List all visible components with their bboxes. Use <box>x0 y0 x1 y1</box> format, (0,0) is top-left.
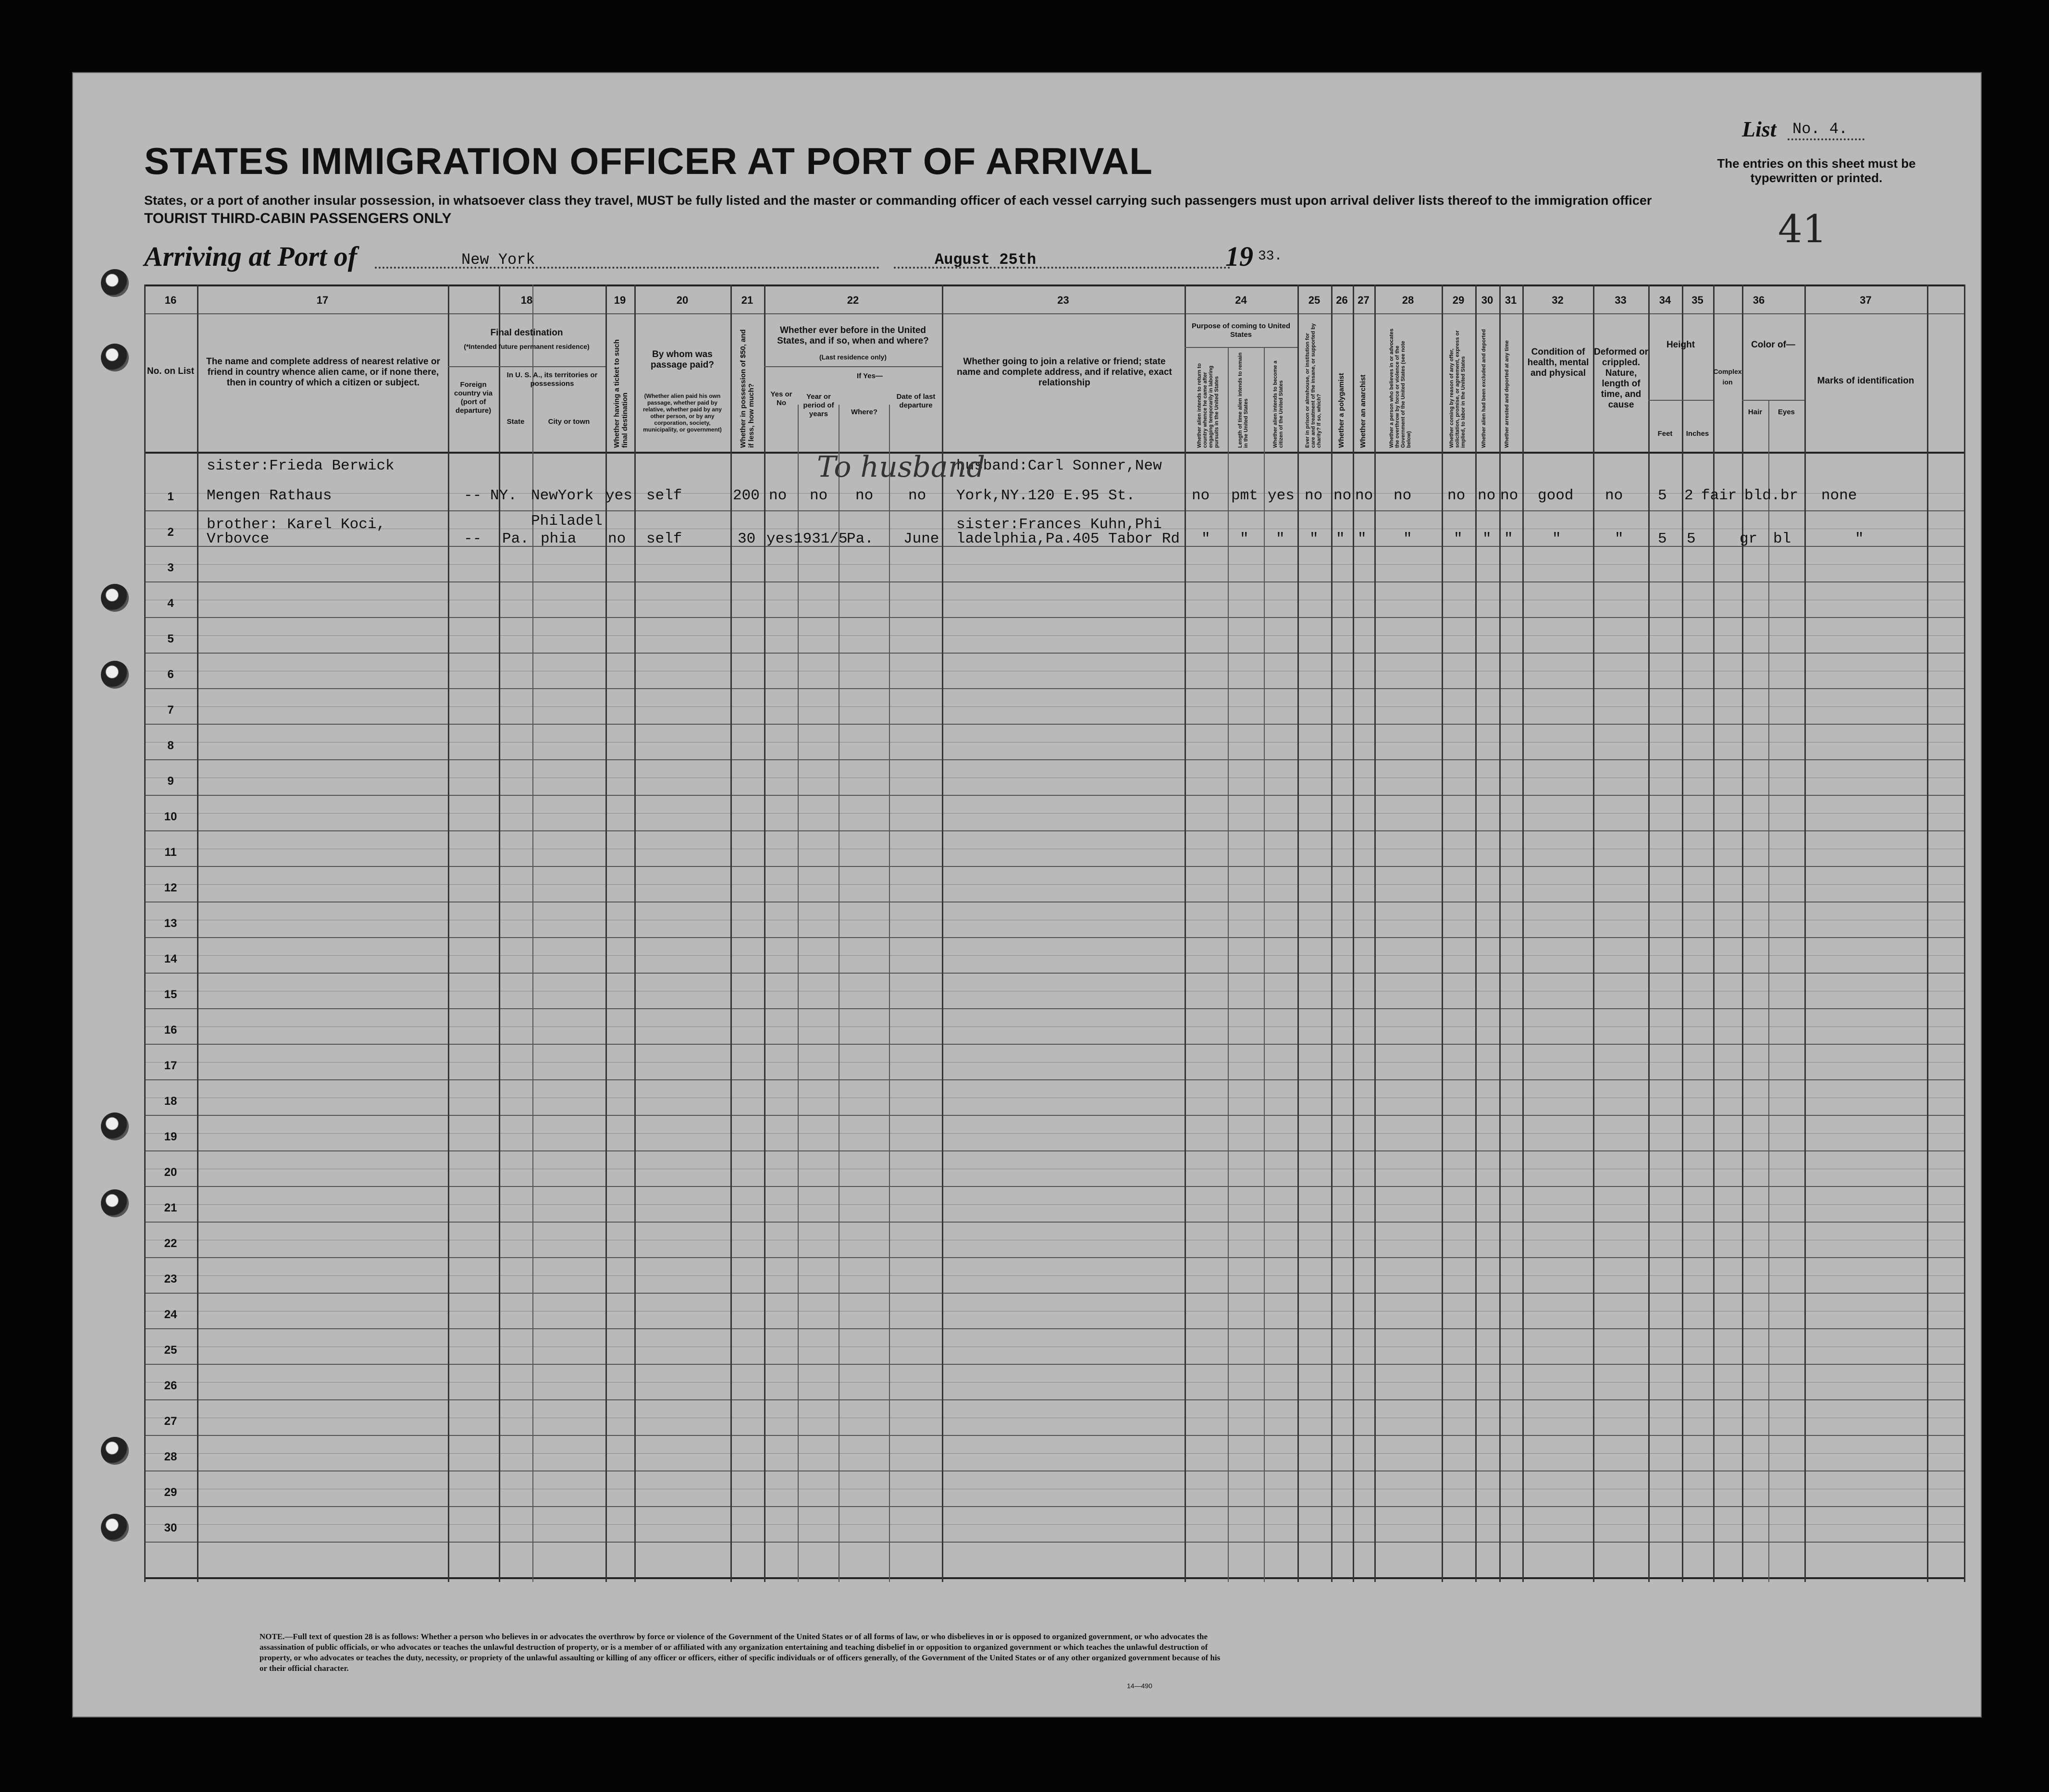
row-number: 6 <box>167 668 174 681</box>
list-underline <box>1788 138 1864 140</box>
row1-foreign: -- <box>464 487 482 504</box>
row-number: 22 <box>164 1237 177 1250</box>
row2-deported: " <box>1504 531 1513 547</box>
row-rule <box>144 1506 1965 1507</box>
col-rule <box>1768 400 1769 1582</box>
col-rule <box>1442 284 1443 1582</box>
row-rule <box>144 724 1965 725</box>
row2-prison: " <box>1309 531 1319 547</box>
column-number: 18 <box>520 294 533 306</box>
col-rule <box>605 284 607 1582</box>
col-rule <box>1648 284 1650 1582</box>
row-midline <box>144 635 1965 636</box>
row-number: 18 <box>164 1095 177 1108</box>
row-midline <box>144 564 1965 565</box>
column-number: 25 <box>1308 294 1321 306</box>
col-rule <box>532 284 533 1582</box>
row-number: 21 <box>164 1201 177 1214</box>
header-marks: Marks of identification <box>1817 376 1914 386</box>
colnum-rule <box>144 313 1965 314</box>
column-number: 30 <box>1481 294 1494 306</box>
column-number: 26 <box>1336 294 1348 306</box>
row2-marks: " <box>1855 531 1864 547</box>
row1-purpose-a: no <box>1192 487 1210 504</box>
row1-health: good <box>1538 487 1574 504</box>
header-polygamist: Whether a polygamist <box>1337 373 1345 448</box>
row-rule <box>144 795 1965 796</box>
row-rule <box>144 973 1965 974</box>
row-rule <box>144 1328 1965 1329</box>
row-rule <box>144 1293 1965 1294</box>
punch-hole-icon <box>101 1189 129 1217</box>
row-number: 20 <box>164 1166 177 1179</box>
page-title: STATES IMMIGRATION OFFICER AT PORT OF ARRIVAL <box>144 140 1153 182</box>
row-number: 24 <box>164 1308 177 1321</box>
row2-purpose-b: " <box>1240 531 1249 547</box>
row-midline <box>144 813 1965 814</box>
header-year-period: Year or period of years <box>803 393 834 418</box>
row-number: 28 <box>164 1450 177 1463</box>
row-rule <box>144 1079 1965 1080</box>
list-number: No. 4. <box>1792 120 1848 138</box>
header-bottom-rule <box>144 452 1965 454</box>
row1-handwritten-note: To husband <box>817 450 985 484</box>
row2-inches: 5 <box>1687 531 1696 547</box>
row1-ticket: yes <box>605 487 632 504</box>
header-purpose-b: Length of time alien intends to remain in the United States <box>1237 352 1249 448</box>
col-rule <box>730 284 732 1582</box>
row2-ticket: no <box>608 531 626 547</box>
header-eyes: Eyes <box>1777 408 1795 416</box>
row-rule <box>144 1222 1965 1223</box>
row2-foreign: -- <box>464 531 482 547</box>
year-suffix: 33. <box>1258 249 1283 264</box>
col-rule <box>1713 284 1715 1582</box>
header-excluded: Whether alien had been excluded and deported <box>1481 329 1487 448</box>
row-midline <box>144 1062 1965 1063</box>
instructions-line: States, or a port of another insular possession, in whatsoever class they travel, MUST be fully listed and the master or commanding officer of each vessel carrying such passengers must upon arrival deliver lists thereof to the immigration officer <box>144 193 1652 208</box>
row1-deported: no <box>1500 487 1518 504</box>
punch-hole-icon <box>101 1514 129 1542</box>
header-final-destination: Final destination <box>490 328 563 338</box>
row1-paid: self <box>646 487 682 504</box>
row-number: 14 <box>164 952 177 965</box>
row1-excluded: no <box>1478 487 1496 504</box>
manifest-table <box>144 284 1965 1582</box>
row-rule <box>144 1115 1965 1116</box>
port-underline <box>375 267 879 269</box>
header-where: Where? <box>851 408 877 416</box>
header-state: State <box>506 418 525 426</box>
column-number: 22 <box>847 294 859 306</box>
punch-hole-icon <box>101 1112 129 1140</box>
col-rule <box>1682 284 1683 1582</box>
header-ticket: Whether having a ticket to such final destination <box>613 339 629 448</box>
column-number: 27 <box>1358 294 1370 306</box>
row-number: 29 <box>164 1486 177 1499</box>
header-feet: Feet <box>1657 430 1673 438</box>
row1-purpose-c: yes <box>1268 487 1295 504</box>
col-rule <box>1742 284 1743 1582</box>
header-deported: Whether arrested and deported at any time <box>1504 340 1510 448</box>
row-rule <box>144 1399 1965 1400</box>
col-rule <box>634 284 636 1582</box>
col-rule <box>1927 284 1928 1582</box>
subheader-rule <box>1185 347 1297 348</box>
table-top-rule <box>144 284 1965 286</box>
row-number: 10 <box>164 810 177 823</box>
row-number: 13 <box>164 917 177 930</box>
column-number: 32 <box>1552 294 1564 306</box>
row-rule <box>144 688 1965 689</box>
column-number: 35 <box>1691 294 1703 306</box>
row2-feet: 5 <box>1658 531 1667 547</box>
header-overthrow: Whether a person who believes in or advocates the overthrow by force or violence of the Government of the United States (see note below) <box>1389 328 1412 448</box>
col-rule <box>1353 284 1354 1582</box>
column-number: 33 <box>1615 294 1627 306</box>
row1-overthrow: no <box>1394 487 1412 504</box>
row-number: 19 <box>164 1130 177 1143</box>
row-number: 23 <box>164 1273 177 1285</box>
row2-eyes: bl <box>1773 531 1791 547</box>
row-number: 2 <box>167 526 174 539</box>
col-rule <box>798 405 799 1582</box>
col-rule <box>1804 284 1806 1582</box>
col-rule <box>1331 284 1333 1582</box>
header-inches: Inches <box>1686 430 1709 438</box>
header-city: City or town <box>548 418 590 426</box>
row-midline <box>144 884 1965 885</box>
arriving-label: Arriving at Port of <box>144 241 358 272</box>
question-28-note: NOTE.—Full text of question 28 is as follows: Whether a person who believes in or advocates the overthrow by force or violence of the Government of the United States or of all forms of law, or who disbelieves in or is opposed to organized government, or who advocates the assassination of public officials, or who advocates or teaches the unlawful destruction of property, or is a member of or affiliated with any organization entertaining and teaching disbelief in or opposition to organized government or which teaches the unlawful destruction of property, or who advocates or teaches the duty, necessity, or propriety of the unlawful assaulting or killing of any officer or officers, either of specific individuals or of officers generally, of the Government of the United States or of any other organized government because of his or their official character. <box>259 1632 1221 1673</box>
column-number: 31 <box>1505 294 1517 306</box>
column-number: 17 <box>316 294 329 306</box>
row-rule <box>144 759 1965 760</box>
header-passage-note: (Whether alien paid his own passage, whether paid by relative, whether paid by any other person, or by any corporation, society, municipality, or government) <box>642 393 722 433</box>
col-rule <box>889 405 890 1582</box>
header-relative-abroad: The name and complete address of nearest relative or friend in country whence alien came, or if none there, then in country of which a citizen or subject. <box>206 357 440 388</box>
header-no-on-list: No. on List <box>147 366 195 376</box>
row-number: 27 <box>164 1415 177 1428</box>
row1-departure: no <box>908 487 926 504</box>
header-date-departure: Date of last departure <box>896 393 936 409</box>
row-number: 3 <box>167 561 174 574</box>
row1-feet: 5 <box>1658 487 1667 504</box>
row2-purpose-a: " <box>1201 531 1210 547</box>
row2-health: " <box>1552 531 1561 547</box>
header-hair: Hair <box>1748 408 1763 416</box>
row1-where: no <box>855 487 874 504</box>
row-rule <box>144 866 1965 867</box>
row2-joining-name: sister:Frances Kuhn,Phi <box>956 516 1162 533</box>
row-midline <box>144 1133 1965 1134</box>
row-rule <box>144 653 1965 654</box>
col-rule <box>1522 284 1524 1582</box>
header-last-residence: (Last residence only) <box>819 353 887 361</box>
row2-polygamist: " <box>1336 531 1345 547</box>
row-rule <box>144 1044 1965 1045</box>
row-rule <box>144 1435 1965 1436</box>
header-final-destination-note: (*Intended future permanent residence) <box>464 343 590 350</box>
header-money: Whether in possession of $50, and if less, how much? <box>739 329 755 448</box>
row1-eyes: br <box>1780 487 1799 504</box>
subheader-rule <box>1742 400 1804 401</box>
header-purpose-c: Whether alien intends to become a citizen of the United States <box>1272 360 1284 448</box>
row2-purpose-c: " <box>1276 531 1285 547</box>
row-midline <box>144 1204 1965 1205</box>
list-label: List <box>1742 117 1777 141</box>
row2-where: Pa. <box>847 531 874 547</box>
header-prison: Ever in prison or almshouse, or institution for care and treatment of the insane, or supported by charity? If so, which? <box>1305 323 1322 448</box>
header-anarchist: Whether an anarchist <box>1359 374 1367 448</box>
handwritten-sheet-number: 41 <box>1778 207 1827 251</box>
subheader-rule <box>1648 400 1713 401</box>
col-rule <box>1593 284 1594 1582</box>
form-number: 14—490 <box>1127 1682 1152 1690</box>
header-passage-paid: By whom was passage paid? <box>651 349 714 370</box>
column-number: 21 <box>741 294 753 306</box>
row1-anarchist: no <box>1355 487 1373 504</box>
row2-state: Pa. <box>502 531 529 547</box>
row1-city: NewYork <box>531 487 594 504</box>
col-rule <box>1374 284 1376 1582</box>
row1-relative-address: Mengen Rathaus <box>207 487 332 504</box>
subheader-rule <box>764 366 942 367</box>
column-number: 37 <box>1860 294 1872 306</box>
row1-prison: no <box>1305 487 1323 504</box>
row-rule <box>144 1364 1965 1365</box>
row1-joining-address: York,NY.120 E.95 St. <box>956 487 1136 504</box>
punch-hole-icon <box>101 661 129 689</box>
row2-money: 30 <box>738 531 756 547</box>
row-number: 25 <box>164 1344 177 1357</box>
col-rule <box>1264 347 1265 1582</box>
entries-note: The entries on this sheet must be typewritten or printed. <box>1717 156 1916 185</box>
header-yes-no: Yes or No <box>770 390 792 407</box>
col-rule <box>1297 284 1299 1582</box>
row-number: 9 <box>167 775 174 788</box>
row-midline <box>144 1524 1965 1525</box>
row1-state: NY. <box>490 487 517 504</box>
row2-relative-address: Vrbovce <box>207 531 270 547</box>
punch-hole-icon <box>101 344 129 371</box>
row-number: 11 <box>164 846 177 859</box>
header-purpose: Purpose of coming to United States <box>1192 322 1290 339</box>
col-rule <box>197 284 198 1582</box>
passenger-class-line: TOURIST THIRD-CABIN PASSENGERS ONLY <box>144 210 452 226</box>
table-bottom-rule <box>144 1577 1965 1579</box>
row1-deformed: no <box>1605 487 1623 504</box>
row2-relative-name: brother: Karel Koci, <box>207 516 386 533</box>
subheader-rule <box>448 366 605 367</box>
row2-deformed: " <box>1615 531 1624 547</box>
row-number: 17 <box>164 1059 177 1072</box>
row2-overthrow: " <box>1403 531 1412 547</box>
row1-before: no <box>769 487 787 504</box>
row-rule <box>144 1542 1965 1543</box>
row-rule <box>144 830 1965 831</box>
header-purpose-a: Whether alien intends to return to country whence he came after engaging temporarily in laboring pursuits in the United States <box>1197 363 1220 448</box>
row-midline <box>144 1275 1965 1276</box>
row2-city-part1: Philadel <box>531 513 603 530</box>
row-midline <box>144 1382 1965 1383</box>
row-number: 30 <box>164 1521 177 1534</box>
row1-marks: none <box>1821 487 1857 504</box>
row2-before: yes <box>766 531 793 547</box>
punch-hole-icon <box>101 269 129 297</box>
row-midline <box>144 1453 1965 1454</box>
row-midline <box>144 706 1965 707</box>
row-rule <box>144 1186 1965 1187</box>
col-rule <box>1964 284 1965 1582</box>
row2-joining-address: ladelphia,Pa.405 Tabor Rd <box>956 531 1180 547</box>
row-number: 15 <box>164 988 177 1001</box>
year-prefix: 19 <box>1225 241 1253 272</box>
row-number: 8 <box>167 739 174 752</box>
header-complexion: Complexion <box>1713 368 1742 386</box>
header-deformed: Deformed or crippled. Nature, length of time, and cause <box>1594 347 1648 410</box>
header-health: Condition of health, mental and physical <box>1527 347 1589 378</box>
row-rule <box>144 937 1965 938</box>
column-number: 20 <box>676 294 689 306</box>
row2-departure: June <box>903 531 939 547</box>
row-number: 7 <box>167 704 174 717</box>
row-number: 26 <box>164 1379 177 1392</box>
row2-excluded: " <box>1482 531 1492 547</box>
column-number: 29 <box>1452 294 1465 306</box>
row1-years: no <box>810 487 828 504</box>
date-value: August 25th <box>935 251 1037 269</box>
row-rule <box>144 1150 1965 1151</box>
row1-polygamist: no <box>1333 487 1352 504</box>
row1-joining-name: husband:Carl Sonner,New <box>956 457 1162 474</box>
punch-hole-icon <box>101 584 129 612</box>
header-height: Height <box>1666 340 1695 350</box>
col-rule <box>1185 284 1186 1582</box>
column-number: 34 <box>1659 294 1671 306</box>
row-rule <box>144 1008 1965 1009</box>
header-joining: Whether going to join a relative or friend; state name and complete address, and if relative, exact relationship <box>957 357 1172 388</box>
row1-purpose-b: pmt <box>1231 487 1258 504</box>
row-midline <box>144 955 1965 956</box>
column-number: 16 <box>164 294 177 306</box>
header-labor-offer: Whether coming by reason of any offer, solicitation, promise, or agreement, express or implied, to labor in the United States <box>1449 330 1466 448</box>
port-value: New York <box>461 251 535 269</box>
col-rule <box>1475 284 1477 1582</box>
row-rule <box>144 1257 1965 1258</box>
row-number: 5 <box>167 632 174 645</box>
row-number: 12 <box>164 881 177 894</box>
row-rule <box>144 581 1965 582</box>
header-color-of: Color of— <box>1751 340 1795 350</box>
row-rule <box>144 617 1965 618</box>
row1-hair: bld. <box>1744 487 1780 504</box>
row2-labor: " <box>1454 531 1463 547</box>
col-rule <box>1499 284 1501 1582</box>
row1-complexion: fair <box>1701 487 1737 504</box>
header-in-usa: In U. S. A., its territories or possessions <box>506 371 598 388</box>
column-number: 24 <box>1235 294 1247 306</box>
row1-labor: no <box>1447 487 1466 504</box>
row-rule <box>144 510 1965 511</box>
column-number: 28 <box>1402 294 1414 306</box>
row1-inches: 2 <box>1684 487 1693 504</box>
row-midline <box>144 1026 1965 1027</box>
row2-hair: gr <box>1740 531 1758 547</box>
col-rule <box>499 284 500 1582</box>
punch-hole-icon <box>101 1437 129 1465</box>
row1-relative-name: sister:Frieda Berwick <box>207 457 395 474</box>
row-number: 1 <box>167 490 174 503</box>
col-rule <box>1228 347 1229 1582</box>
column-number: 19 <box>614 294 626 306</box>
col-rule <box>448 284 449 1582</box>
header-foreign-country: Foreign country via (port of departure) <box>454 381 493 415</box>
row2-paid: self <box>646 531 682 547</box>
header-if-yes: If Yes— <box>857 372 883 380</box>
row2-years: 1931/5 <box>794 531 848 547</box>
col-rule <box>764 284 765 1582</box>
row2-anarchist: " <box>1358 531 1367 547</box>
row-number: 16 <box>164 1024 177 1037</box>
row2-city-part2: phia <box>541 531 577 547</box>
header-ever-before: Whether ever before in the United States, and if so, when and where? <box>777 325 929 346</box>
column-number: 23 <box>1057 294 1069 306</box>
column-number: 36 <box>1753 294 1765 306</box>
row-number: 4 <box>167 597 174 610</box>
row1-money: 200 <box>733 487 760 504</box>
